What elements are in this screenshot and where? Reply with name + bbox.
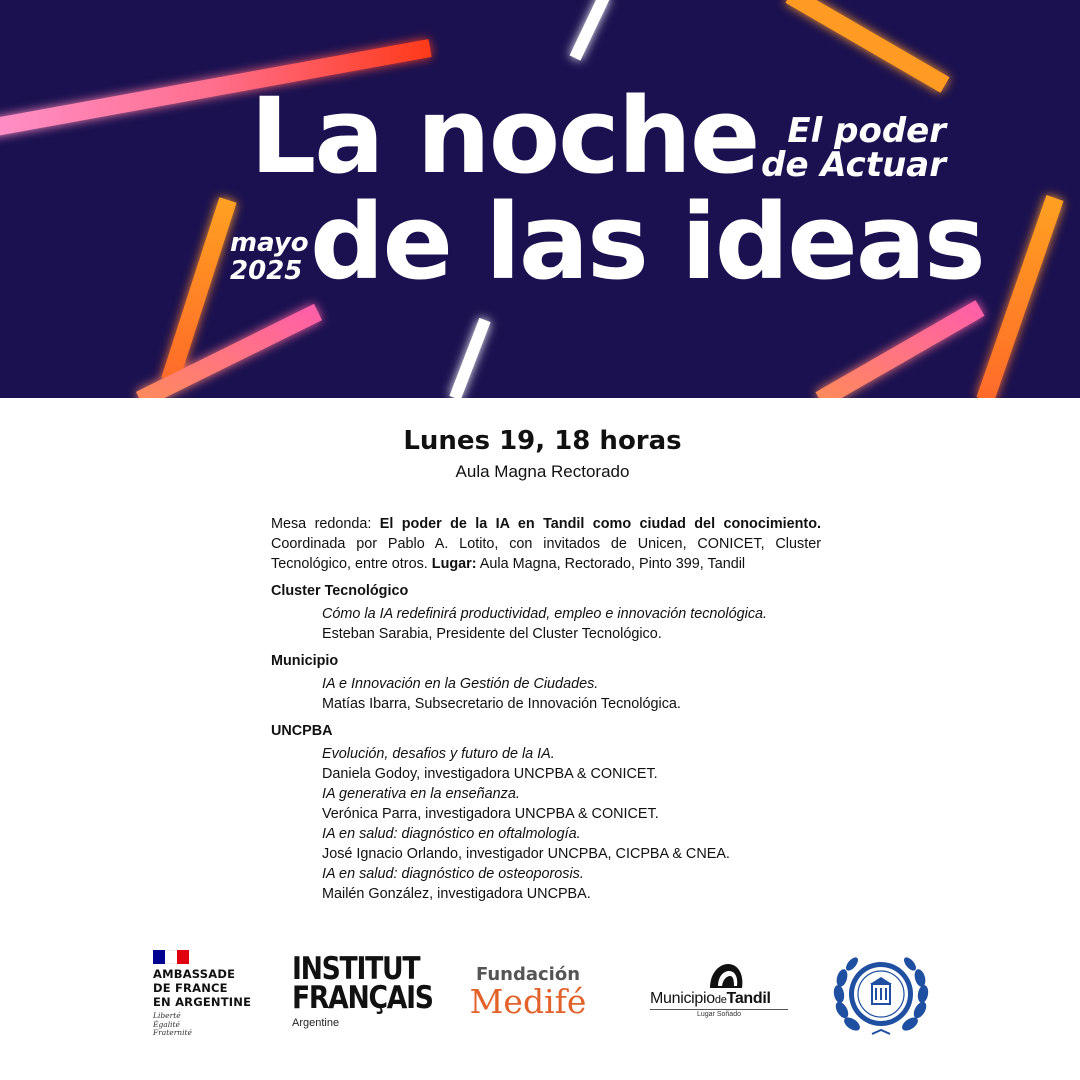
institut-line2: FRANÇAIS [292, 980, 433, 1016]
talk-item [271, 604, 821, 644]
motto-fraternite: Fraternité [153, 1028, 192, 1037]
institut-country: Argentine [292, 1017, 340, 1029]
talk-title: IA generativa en la enseñanza. [322, 786, 520, 802]
french-flag-icon [153, 950, 189, 964]
talk-title: IA en salud: diagnóstico en oftalmología. [322, 826, 581, 842]
intro-lead: Mesa redonda: [271, 516, 380, 532]
intro-place-label: Lugar: [431, 556, 477, 572]
event-title: Lunes 19, 18 horas [403, 426, 682, 456]
banner-tagline-line2: de Actuar [761, 145, 946, 185]
institut-francais-logo [292, 951, 433, 1035]
banner-date-year: 2025 [230, 256, 303, 286]
talk-speaker: José Ignacio Orlando, investigador UNCPBA, CICPBA & CNEA. [322, 846, 730, 862]
stripe-white-top [575, 0, 605, 58]
fundacion-medife-logo [458, 964, 598, 1028]
intro-topic: El poder de la IA en Tandil como ciudad del conocimiento. [379, 516, 821, 532]
talk-title: IA e Innovación en la Gestión de Ciudades. [322, 676, 599, 692]
medife-bottom: Medifé [469, 982, 587, 1021]
talk-list [271, 744, 821, 904]
talk-speaker: Verónica Parra, investigadora UNCPBA & CONICET. [322, 806, 659, 822]
event-venue: Aula Magna Rectorado [455, 462, 630, 481]
uncpba-logo [832, 950, 930, 1040]
institut-line1: INSTITUT [292, 951, 420, 987]
ambassade-line2: DE FRANCE [153, 981, 228, 995]
stripe-pink-right-bottom [820, 308, 980, 398]
section-heading: Municipio [271, 653, 339, 669]
event-banner [0, 0, 1080, 398]
section-cluster [271, 580, 821, 644]
section-heading: UNCPBA [271, 723, 333, 739]
stripe-white-bottom [455, 320, 485, 398]
talk-speaker: Esteban Sarabia, Presidente del Cluster Tecnológico. [322, 626, 662, 642]
motto-egalite: Égalité [153, 1019, 180, 1029]
stripe-pink-left-bottom [140, 312, 318, 398]
ambassade-line1: AMBASSADE [153, 967, 236, 981]
section-heading: Cluster Tecnológico [271, 583, 409, 599]
municipio-tandil-logo [650, 962, 800, 1028]
motto-liberte: Liberté [153, 1011, 181, 1020]
section-uncpba [271, 720, 821, 904]
tandil-stone-icon [706, 962, 746, 988]
intro-paragraph [271, 514, 821, 574]
university-seal-icon [832, 950, 930, 1040]
ambassade-logo [153, 950, 273, 1040]
talk-title: Cómo la IA redefinirá productividad, empleo e innovación tecnológica. [322, 606, 768, 622]
section-municipio [271, 650, 821, 714]
stripe-orange-top-right [790, 0, 945, 85]
program-content [271, 514, 821, 904]
intro-place: Aula Magna, Rectorado, Pinto 399, Tandil [476, 556, 746, 572]
ambassade-line3: EN ARGENTINE [153, 995, 252, 1009]
talk-speaker: Mailén González, investigadora UNCPBA. [322, 886, 591, 902]
intro-details: Coordinada por Pablo A. Lotito, con invitados de Unicen, CONICET, Cluster Tecnológico, entre otros. [271, 536, 821, 572]
talk-speaker: Daniela Godoy, investigadora UNCPBA & CONICET. [322, 766, 658, 782]
tandil-part1: Municipio [650, 990, 715, 1007]
tandil-part2: de [714, 994, 727, 1006]
talk-item [271, 674, 821, 714]
banner-title-line1: La noche [250, 75, 759, 197]
banner-tagline-line1: El poder [787, 111, 946, 151]
tandil-part3: Tandil [726, 990, 771, 1007]
tandil-slogan: Lugar Soñado [650, 1009, 788, 1018]
talk-title: IA en salud: diagnóstico de osteoporosis. [322, 866, 584, 882]
banner-date-month: mayo [230, 228, 309, 258]
banner-title-line2: de las ideas [310, 181, 984, 303]
stripe-orange-right [985, 198, 1055, 398]
talk-speaker: Matías Ibarra, Subsecretario de Innovación Tecnológica. [322, 696, 681, 712]
talk-title: Evolución, desafios y futuro de la IA. [322, 746, 555, 762]
medife-top: Fundación [475, 964, 581, 985]
